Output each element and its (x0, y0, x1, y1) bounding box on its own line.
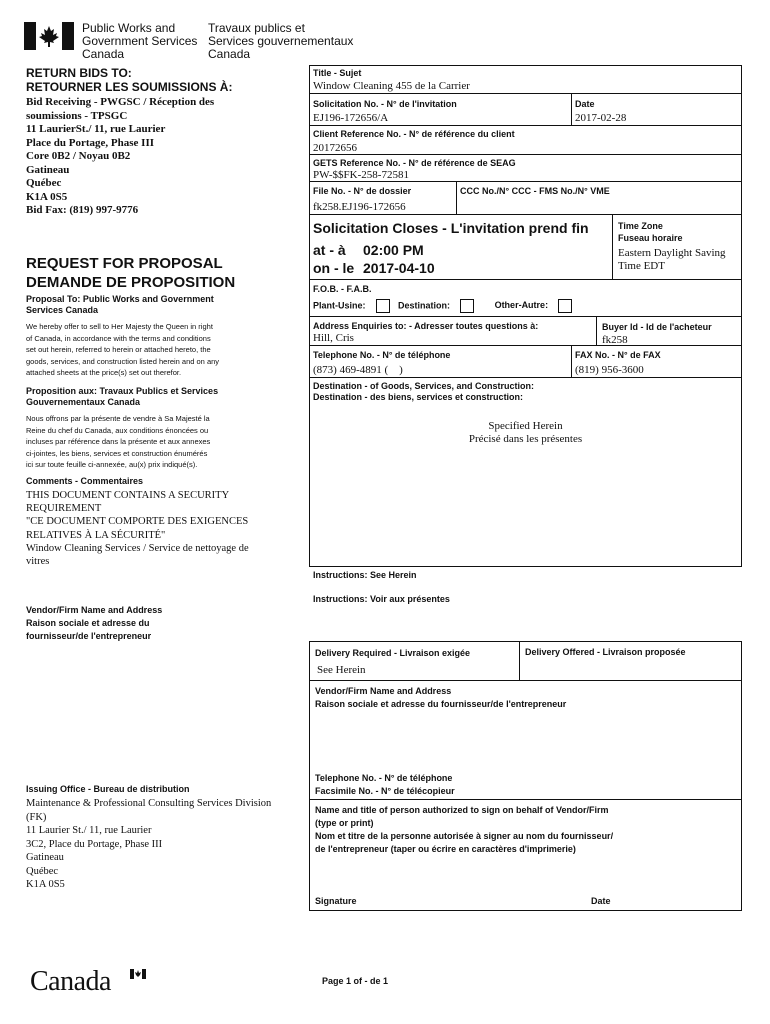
name-title-label: Name and title of person authorized to sign on behalf of Vendor/Firm (type or print) Nom et titre de la personne autorisée à signer au nom du fournisseur/ de l'entrepreneur (taper ou écrire en caractères d'imprimerie) (315, 805, 614, 854)
canada-wordmark (30, 966, 111, 1000)
dept-en-line: Public Works and (82, 21, 176, 35)
telephone-label: Telephone No. - N° de téléphone (313, 350, 451, 360)
date-label: Date (575, 99, 595, 109)
delivery-offered-box (519, 641, 742, 681)
delivery-required-value: See Herein (317, 664, 366, 676)
address-enquiries-value: Hill, Cris (313, 332, 354, 344)
return-bids-title-fr: RETOURNER LES SOUMISSIONS À: (26, 80, 233, 94)
dept-en-line: Canada (82, 47, 125, 61)
ccc-number-box (456, 181, 742, 215)
comments-text: THIS DOCUMENT CONTAINS A SECURITY REQUIREMENT "CE DOCUMENT COMPORTE DES EXIGENCES RELATIVES À LA SÉCURITÉ" Window Cleaning Services / Service de nettoyage de vitres (26, 490, 249, 568)
buyer-id-box (596, 316, 742, 346)
return-bids-title-en: RETURN BIDS TO: (26, 66, 132, 80)
time-zone-box (612, 214, 742, 280)
canada-wordmark-text: Canada (30, 966, 111, 997)
client-reference-value: 20172656 (313, 142, 357, 154)
other-autre-label: Other-Autre: (494, 300, 549, 311)
signature-date-label: Date (591, 896, 611, 906)
comments-label: Comments - Commentaires (26, 476, 144, 486)
address-enquiries-label: Address Enquiries to: - Adresser toutes questions à: (313, 321, 539, 331)
other-autre-checkbox[interactable] (558, 299, 572, 313)
instructions-fr: Instructions: Voir aux présentes (313, 594, 450, 604)
file-number-label: File No. - N° de dossier (313, 186, 412, 196)
delivery-offered-label: Delivery Offered - Livraison proposée (525, 647, 686, 657)
solicitation-closes-box (309, 214, 613, 280)
title-value: Window Cleaning 455 de la Carrier (313, 80, 470, 92)
destination-box (309, 377, 742, 567)
rfp-title-fr: DEMANDE DE PROPOSITION (26, 274, 236, 291)
destination-option-label: Destination: (398, 300, 451, 311)
dept-fr-line: Canada (208, 47, 251, 61)
buyer-id-value: fk258 (602, 334, 628, 346)
fax-value: (819) 956-3600 (575, 364, 644, 376)
solicitation-value: EJ196-172656/A (313, 112, 389, 124)
dept-fr-line: Services gouvernementaux (208, 34, 354, 48)
solicitation-box (309, 93, 572, 126)
plant-usine-label: Plant-Usine: (313, 300, 366, 311)
destination-label: Destination - of Goods, Services, and Construction: Destination - des biens, services et construction: (313, 381, 535, 402)
date-box (571, 93, 742, 126)
delivery-required-box (309, 641, 520, 681)
department-name-en (82, 22, 197, 61)
return-bids-address: Bid Receiving - PWGSC / Réception des soumissions - TPSGC 11 LaurierSt./ 11, rue Laurier Place du Portage, Phase III Core 0B2 / Noyau 0B2 Gatineau Québec K1A 0S5 Bid Fax: (819) 997-9776 (26, 96, 215, 216)
vendor-firm-label: Vendor/Firm Name and Address Raison sociale et adresse du fournisseur/de l'entrepreneur (315, 686, 567, 709)
proposition-aux-body: Nous offrons par la présente de vendre à Sa Majesté la Reine du chef du Canada, aux conditions énoncées ou incluses par référence dans la présente et aux annexes ci-jointes, les biens, services et construction énumérés ici sur toute feuille ci-annexée, au(x) prix indiqué(s). (26, 414, 211, 469)
signature-label: Signature (315, 896, 357, 906)
gets-reference-value: PW-$$FK-258-72581 (313, 169, 409, 181)
instructions-en: Instructions: See Herein (313, 570, 417, 580)
phone-fax-label: Telephone No. - N° de téléphone Facsimile No. - N° de télécopieur (315, 773, 455, 796)
time-zone-label: Time Zone Fuseau horaire (618, 221, 683, 243)
closing-on-label: on - le (313, 260, 355, 276)
vendor-left-label: Vendor/Firm Name and Address Raison sociale et adresse du fournisseur/de l'entrepreneur (26, 605, 163, 641)
file-number-value: fk258.EJ196-172656 (313, 201, 406, 213)
fax-box (571, 345, 742, 378)
page-number: Page 1 of - de 1 (322, 976, 389, 986)
vendor-firm-box[interactable] (309, 680, 742, 800)
solicitation-label: Solicitation No. - N° de l'invitation (313, 99, 457, 109)
destination-value: Specified Herein Précisé dans les présentes (468, 420, 583, 445)
wordmark-flag-icon (130, 966, 146, 984)
delivery-required-label: Delivery Required - Livraison exigée (315, 648, 471, 658)
closing-date-value: 2017-04-10 (363, 260, 435, 276)
rfp-title-en: REQUEST FOR PROPOSAL (26, 255, 223, 272)
issuing-office-label: Issuing Office - Bureau de distribution (26, 784, 190, 794)
fob-label: F.O.B. - F.A.B. (313, 284, 372, 294)
canada-flag-logo (24, 22, 74, 50)
title-label: Title - Sujet (313, 68, 362, 78)
rfp-title (26, 254, 235, 292)
file-number-box (309, 181, 457, 215)
fob-box (309, 279, 742, 317)
gets-reference-label: GETS Reference No. - N° de référence de SEAG (313, 158, 516, 168)
ccc-number-label: CCC No./N° CCC - FMS No./N° VME (460, 186, 610, 196)
proposition-aux-heading: Proposition aux: Travaux Publics et Services Gouvernementaux Canada (26, 386, 219, 407)
issuing-office-address: Maintenance & Professional Consulting Services Division (FK) 11 Laurier St./ 11, rue Laurier 3C2, Place du Portage, Phase III Gatineau Québec K1A 0S5 (26, 798, 272, 890)
title-box (309, 65, 742, 94)
proposal-to-body: We hereby offer to sell to Her Majesty the Queen in right of Canada, in accordance with the terms and conditions set out herein, referred to herein or attached hereto, the goods, services, and construction listed herein and on any attached sheets at the price(s) set out therefor. (26, 322, 220, 377)
proposal-to-heading: Proposal To: Public Works and Government Services Canada (26, 294, 214, 315)
fax-label: FAX No. - N° de FAX (575, 350, 661, 360)
signatory-box[interactable] (309, 799, 742, 911)
closing-at-label: at - à (313, 242, 346, 258)
date-value: 2017-02-28 (575, 112, 627, 124)
telephone-box (309, 345, 572, 378)
fob-options (313, 299, 578, 313)
client-reference-box (309, 125, 742, 155)
department-name-fr (208, 22, 353, 61)
client-reference-label: Client Reference No. - N° de référence du client (313, 129, 515, 139)
dept-en-line: Government Services (82, 34, 198, 48)
address-enquiries-box (309, 316, 597, 346)
gets-reference-box (309, 154, 742, 182)
destination-checkbox[interactable] (460, 299, 474, 313)
closing-time-value: 02:00 PM (363, 242, 424, 258)
solicitation-closes-title: Solicitation Closes - L'invitation prend fin (313, 220, 589, 236)
time-zone-value: Eastern Daylight Saving Time EDT (618, 247, 726, 272)
dept-fr-line: Travaux publics et (208, 21, 305, 35)
buyer-id-label: Buyer Id - Id de l'acheteur (602, 322, 712, 332)
telephone-value: (873) 469-4891 ( ) (313, 364, 403, 376)
plant-usine-checkbox[interactable] (376, 299, 390, 313)
return-bids-title (26, 66, 232, 94)
